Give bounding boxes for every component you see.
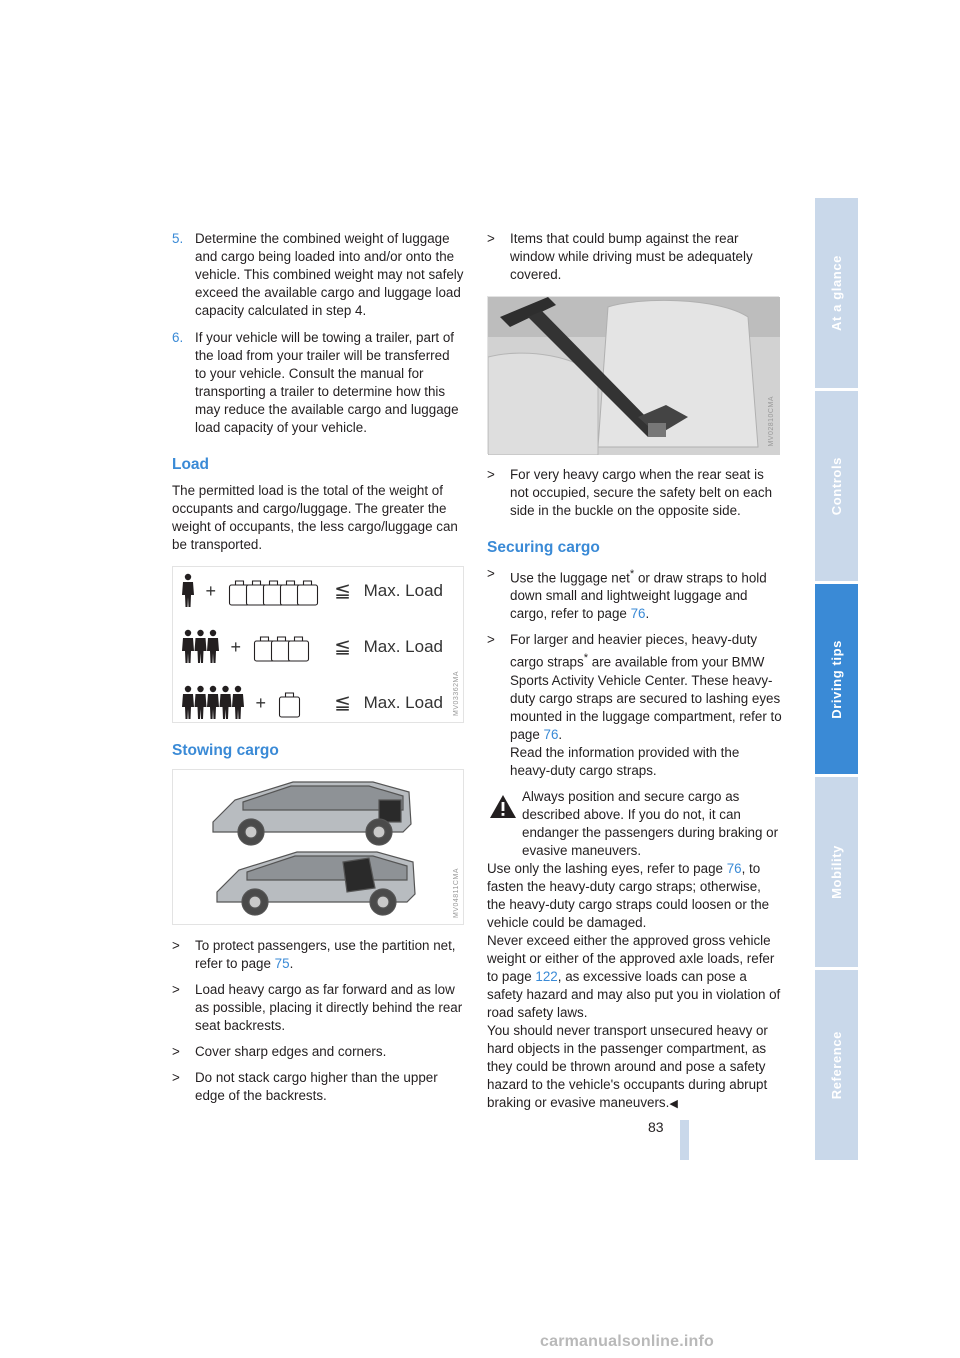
securing-bullet xyxy=(487,565,783,623)
suitcase-icon xyxy=(280,693,300,717)
bullet-text: Load heavy cargo as far forward and as low as possible, placing it directly behind the rear seat backrests. xyxy=(195,982,463,1033)
warning-paragraph xyxy=(487,860,783,932)
warning-text: Always position and secure cargo as described above. If you do not, it can endanger the passengers during braking or evasive maneuvers. xyxy=(522,788,779,858)
step-number: 5. xyxy=(172,231,184,246)
left-column xyxy=(172,230,464,1113)
page-link[interactable]: 76 xyxy=(630,606,646,622)
bullet-marker: > xyxy=(172,982,180,997)
step-text: Determine the combined weight of luggage and cargo being loaded into and/or onto the vehicle. This combined weight may not safely exceed the available cargo and luggage load capacity calculated in step 4. xyxy=(195,231,464,318)
person-icon xyxy=(232,686,244,719)
bullet-text-extra: Read the information provided with the heavy-duty cargo straps. xyxy=(510,744,740,778)
load-row xyxy=(179,683,457,723)
stowing-bullet xyxy=(172,1069,464,1105)
step-6 xyxy=(172,329,464,437)
bullet-text-body: or draw straps to hold down small and lightweight luggage and cargo, refer to page xyxy=(510,570,767,622)
warning-text: You should never transport unsecured heavy or hard objects in the passenger compartment, as they could be thrown around and pose a safety hazard to the vehicle's occupants during abrupt braking or evasive maneuvers. xyxy=(487,1022,768,1110)
max-load-label: Max. Load xyxy=(363,637,443,656)
max-load-label: Max. Load xyxy=(363,581,443,600)
end-mark: ◀ xyxy=(669,1097,678,1110)
tab-driving-tips[interactable] xyxy=(815,584,858,774)
less-or-equal-sign: ≦ xyxy=(334,636,351,658)
warning-text: Use only the lashing eyes, refer to page xyxy=(487,860,727,876)
tab-label: Controls xyxy=(828,456,844,516)
tab-mobility[interactable] xyxy=(815,777,858,967)
vehicles-illustration-svg xyxy=(173,770,465,926)
person-icon xyxy=(195,686,207,719)
car-illustration-bottom xyxy=(217,852,415,915)
load-row xyxy=(179,571,457,611)
bullet-text: For very heavy cargo when the rear seat is not occupied, secure the safety belt on each side in the buckle on the opposite side. xyxy=(510,467,773,518)
bullet-marker: > xyxy=(487,467,495,482)
bullet-text xyxy=(510,565,783,623)
warning-triangle-icon xyxy=(489,794,517,819)
page-link[interactable]: 122 xyxy=(535,968,558,984)
stowing-bullet xyxy=(172,981,464,1035)
stowing-bullet xyxy=(172,937,464,973)
securing-bullet xyxy=(487,631,783,779)
bullet-text-body: To protect passengers, use the partition net, refer to page xyxy=(195,938,456,971)
rear-window-bullet xyxy=(487,230,783,284)
tab-controls[interactable] xyxy=(815,391,858,581)
securing-heading: Securing cargo xyxy=(487,539,600,556)
suitcase-icon xyxy=(298,581,318,605)
warning-text: , to fasten the heavy-duty cargo straps; otherwise, the heavy-duty cargo straps could loosen or the vehicle could be damaged. xyxy=(487,860,770,930)
seat-belt-illustration xyxy=(488,297,780,455)
load-paragraph: The permitted load is the total of the weight of occupants and cargo/luggage. The greater the weight of occupants, the less cargo/luggage can be transported. xyxy=(172,483,458,552)
page-number-bar xyxy=(680,1120,689,1160)
bullet-text-body: are available from your BMW Sports Activity Vehicle Center. These heavy-duty cargo straps are secured to lashing eyes mounted in the luggage compartment, refer to page xyxy=(510,654,782,742)
bullet-text-body: Use the luggage net xyxy=(510,570,630,586)
load-heading: Load xyxy=(172,456,210,473)
bullet-text-end: . xyxy=(558,726,563,742)
bullet-text-body: For larger and heavier pieces, heavy-duty cargo straps xyxy=(510,632,758,670)
warning-text-intro xyxy=(487,788,783,860)
tab-label: Driving tips xyxy=(828,639,844,719)
load-diagram xyxy=(172,566,464,723)
bullet-marker: > xyxy=(172,1070,180,1085)
person-icon xyxy=(207,630,219,663)
suitcase-icon xyxy=(289,637,309,661)
tab-reference[interactable] xyxy=(815,970,858,1160)
bullet-marker: > xyxy=(487,566,495,581)
warning-text: , as excessive loads can pose a safety hazard and may also put you in violation of road safety laws. xyxy=(487,968,781,1020)
person-icon xyxy=(220,686,232,719)
person-icon xyxy=(182,630,194,663)
page-link[interactable]: 76 xyxy=(543,726,559,742)
less-or-equal-sign: ≦ xyxy=(334,692,351,714)
bullet-marker: > xyxy=(487,231,495,246)
load-row xyxy=(179,627,457,667)
warning-paragraph xyxy=(487,1022,783,1113)
person-icon xyxy=(195,630,207,663)
warning-paragraph xyxy=(487,932,783,1022)
bullet-text: Cover sharp edges and corners. xyxy=(195,1044,387,1059)
bullet-text: Do not stack cargo higher than the upper edge of the backrests. xyxy=(195,1070,438,1103)
optional-equipment-star: * xyxy=(583,652,589,665)
page-link[interactable]: 75 xyxy=(274,956,290,971)
plus-sign: + xyxy=(205,581,217,601)
stowing-heading: Stowing cargo xyxy=(172,742,279,759)
figure-code: MV03362MA xyxy=(453,671,460,716)
step-5 xyxy=(172,230,464,320)
warning-block xyxy=(487,788,783,1113)
less-or-equal-sign: ≦ xyxy=(334,580,351,602)
warning-text: Never exceed either the approved gross vehicle weight or either of the approved axle loads, refer to page xyxy=(487,932,775,984)
tab-label: Mobility xyxy=(828,845,844,899)
bullet-text xyxy=(510,631,783,779)
person-icon xyxy=(207,686,219,719)
step-text: If your vehicle will be towing a trailer, part of the load from your trailer will be transferred to your vehicle. Consult the manual for transporting a trailer to determine how this may reduce the available cargo and luggage load capacity of your vehicle. xyxy=(195,330,459,435)
page-number: 83 xyxy=(648,1119,664,1135)
watermark: carmanualsonline.info xyxy=(540,1333,715,1350)
stowing-bullet xyxy=(172,1043,464,1061)
bullet-marker: > xyxy=(487,632,495,648)
section-sidebar xyxy=(815,198,858,1160)
plus-sign: + xyxy=(255,693,267,713)
bullet-text: Items that could bump against the rear window while driving must be adequately covered. xyxy=(510,231,753,282)
heavy-cargo-bullet xyxy=(487,466,783,520)
tab-label: At a glance xyxy=(828,255,844,331)
bullet-text xyxy=(195,937,464,973)
figure-code: MV04811CMA xyxy=(453,867,460,918)
person-icon xyxy=(182,686,194,719)
bullet-marker: > xyxy=(172,938,180,953)
bullet-text-end: . xyxy=(289,956,294,971)
person-icon xyxy=(182,574,194,607)
plus-sign: + xyxy=(230,637,242,657)
seat-belt-photo xyxy=(487,296,779,454)
optional-equipment-star: * xyxy=(629,568,635,580)
tab-at-a-glance[interactable] xyxy=(815,198,858,388)
right-column xyxy=(487,230,783,1113)
page-link[interactable]: 76 xyxy=(726,860,742,876)
car-illustration-top xyxy=(213,782,411,845)
cargo-vehicles-illustration xyxy=(172,769,464,925)
step-number: 6. xyxy=(172,330,184,345)
bullet-marker: > xyxy=(172,1044,180,1059)
figure-code: MV02810CMA xyxy=(768,396,775,447)
max-load-label: Max. Load xyxy=(363,693,443,712)
bullet-text-end: . xyxy=(645,606,650,622)
tab-label: Reference xyxy=(828,1030,844,1100)
